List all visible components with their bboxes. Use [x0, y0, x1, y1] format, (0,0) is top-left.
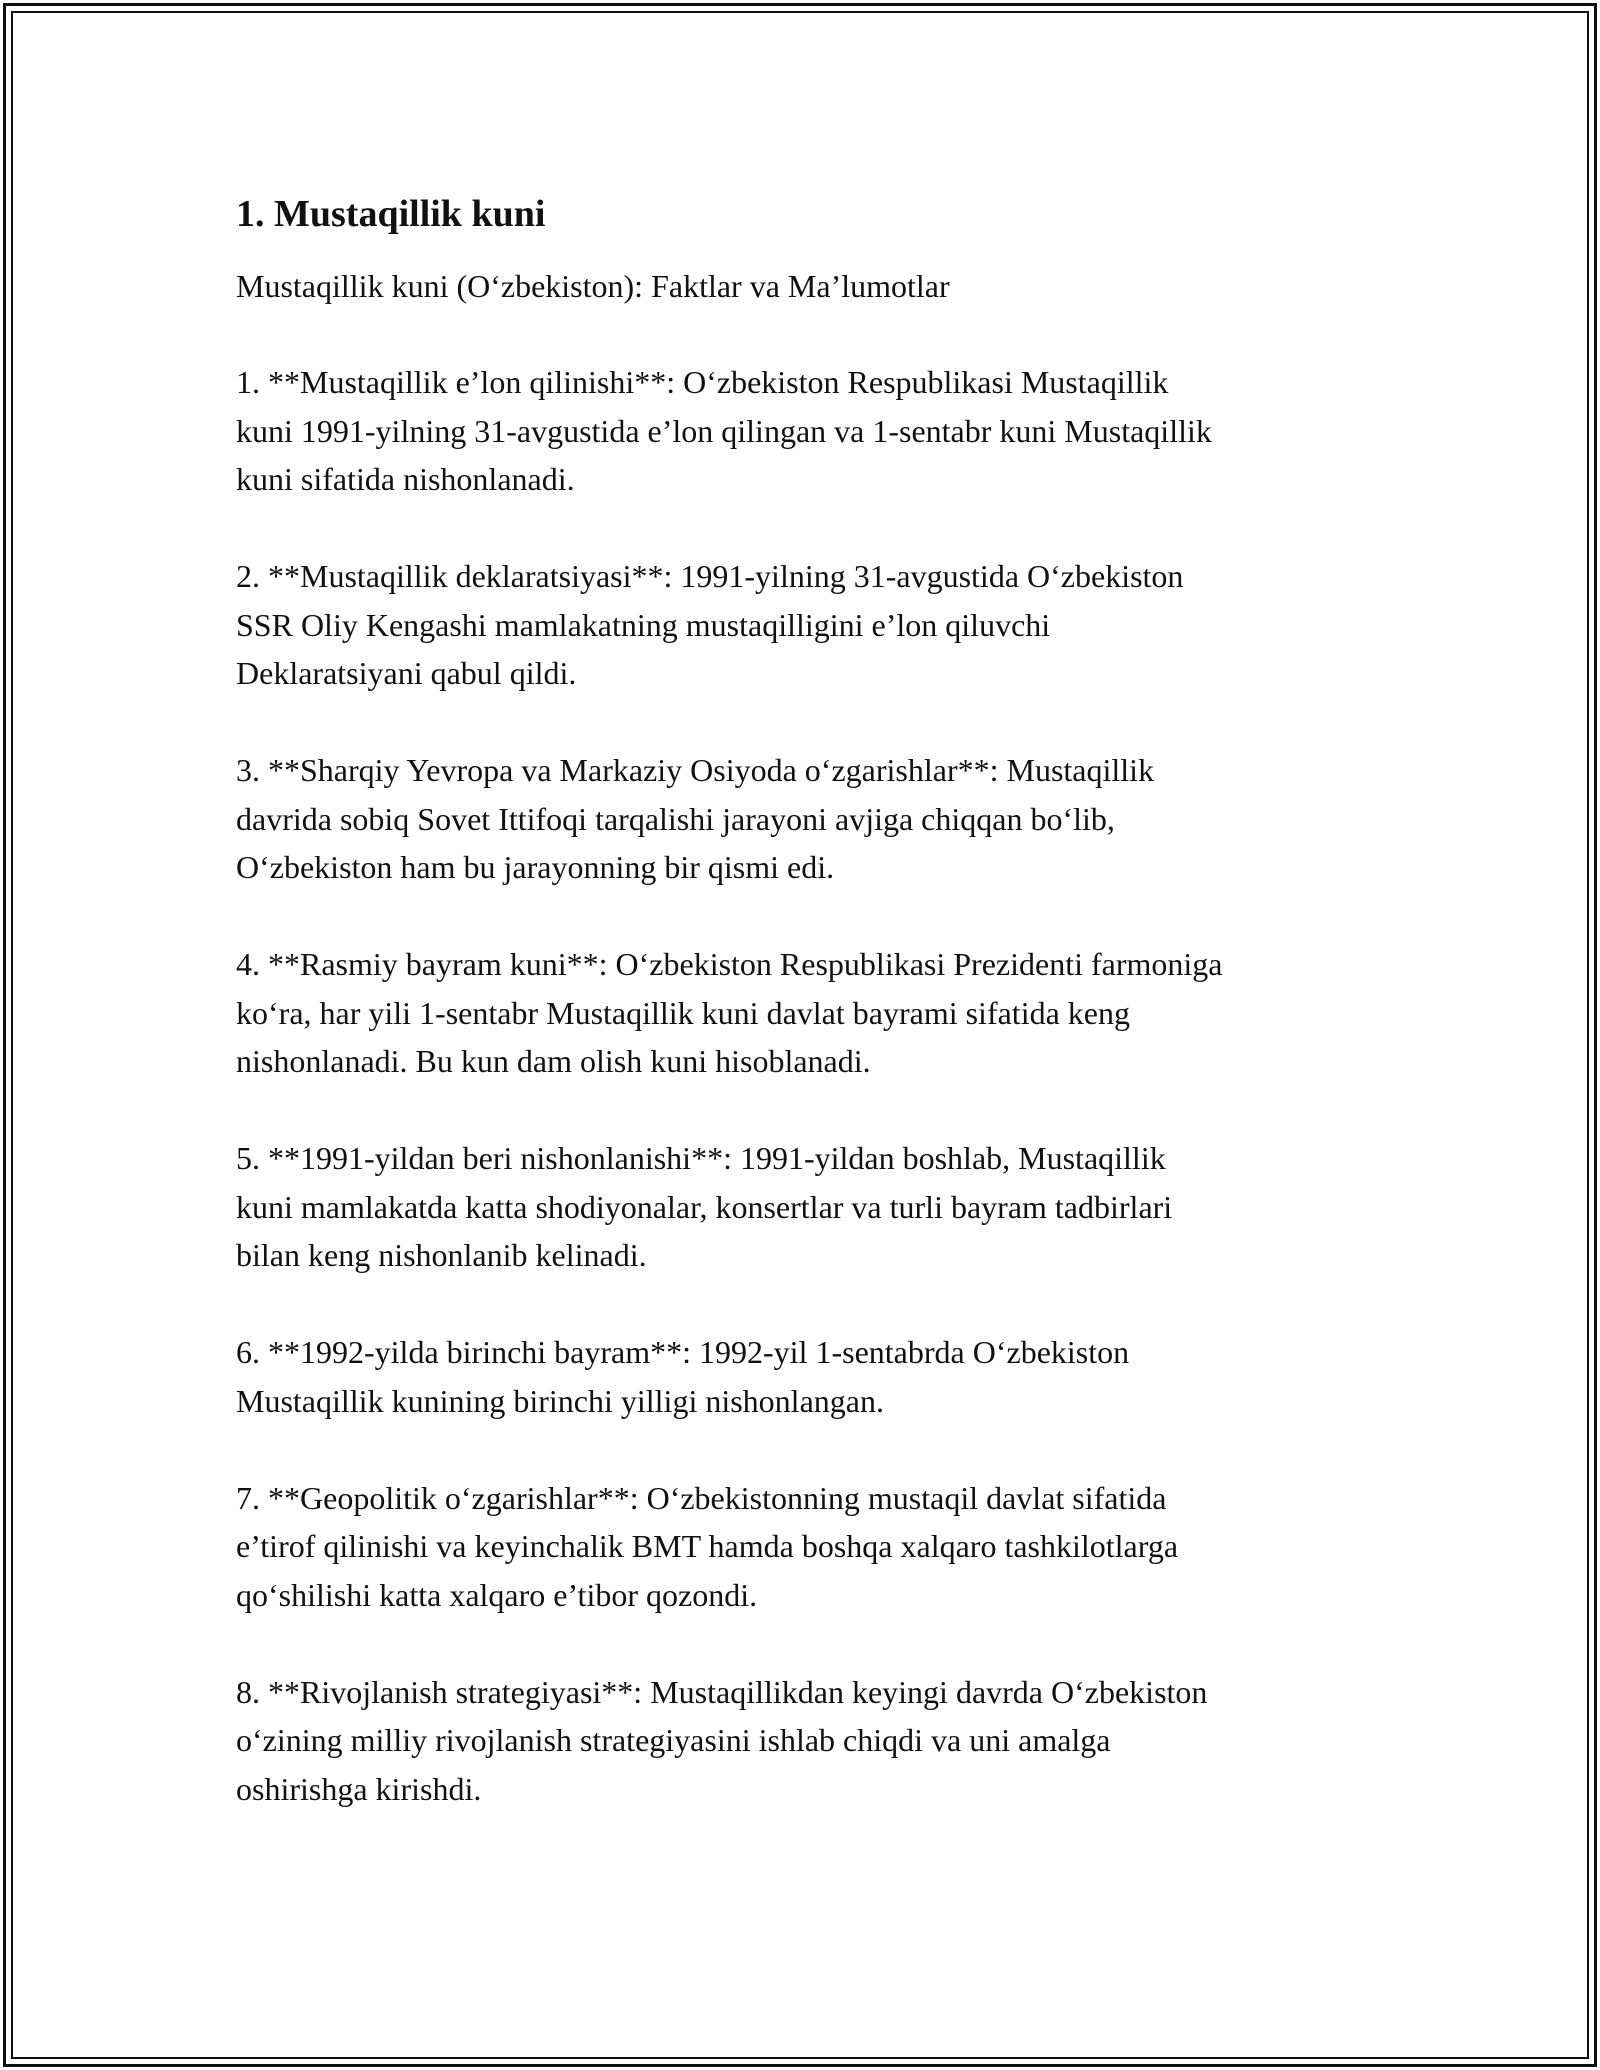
fact-item-4 [236, 940, 1386, 1086]
fact-item-3 [236, 746, 1386, 892]
fact-line: e’tirof qilinishi va keyinchalik BMT hamda boshqa xalqaro tashkilotlarga [236, 1528, 1179, 1564]
fact-item-2 [236, 552, 1386, 698]
fact-line: SSR Oliy Kengashi mamlakatning mustaqilligini e’lon qiluvchi [236, 606, 1051, 643]
fact-line: 6. **1992-yilda birinchi bayram**: 1992-yil 1-sentabrda O‘zbekiston [236, 1334, 1130, 1370]
document-body [236, 190, 1386, 1862]
fact-line: nishonlanadi. Bu kun dam olish kuni hisoblanadi. [236, 1043, 871, 1079]
fact-item-6 [236, 1328, 1386, 1425]
fact-line: kuni mamlakatda katta shodiyonalar, konsertlar va turli bayram tadbirlari [236, 1188, 1173, 1225]
page-title: 1. Mustaqillik kuni [236, 193, 546, 235]
fact-line: Mustaqillik kunining birinchi yilligi nishonlangan. [236, 1382, 884, 1419]
fact-line: o‘zining milliy rivojlanish strategiyasini ishlab chiqdi va uni amalga [236, 1722, 1111, 1758]
fact-line: 5. **1991-yildan beri nishonlanishi**: 1991-yildan boshlab, Mustaqillik [236, 1140, 1166, 1176]
fact-line: kuni 1991-yilning 31-avgustida e’lon qilingan va 1-sentabr kuni Mustaqillik [236, 412, 1212, 449]
fact-line: ko‘ra, har yili 1-sentabr Mustaqillik kuni davlat bayrami sifatida keng [236, 994, 1130, 1031]
document-subtitle: Mustaqillik kuni (O‘zbekiston): Faktlar va Ma’lumotlar [236, 268, 950, 304]
fact-line: qo‘shilishi katta xalqaro e’tibor qozondi. [236, 1576, 758, 1613]
fact-line: oshirishga kirishdi. [236, 1770, 482, 1807]
fact-item-1 [236, 358, 1386, 504]
fact-line: bilan keng nishonlanib kelinadi. [236, 1237, 647, 1273]
fact-item-8 [236, 1668, 1386, 1814]
fact-line: 1. **Mustaqillik e’lon qilinishi**: O‘zbekiston Respublikasi Mustaqillik [236, 364, 1169, 400]
fact-line: 2. **Mustaqillik deklaratsiyasi**: 1991-yilning 31-avgustida O‘zbekiston [236, 558, 1184, 594]
fact-line: 7. **Geopolitik o‘zgarishlar**: O‘zbekistonning mustaqil davlat sifatida [236, 1479, 1167, 1516]
fact-line: 3. **Sharqiy Yevropa va Markaziy Osiyoda o‘zgarishlar**: Mustaqillik [236, 752, 1155, 788]
fact-line: 8. **Rivojlanish strategiyasi**: Mustaqillikdan keyingi davrda O‘zbekiston [236, 1673, 1208, 1710]
fact-item-7 [236, 1474, 1386, 1620]
fact-line: davrida sobiq Sovet Ittifoqi tarqalishi jarayoni avjiga chiqqan bo‘lib, [236, 800, 1115, 837]
fact-item-5 [236, 1134, 1386, 1280]
fact-line: kuni sifatida nishonlanadi. [236, 461, 575, 497]
fact-line: O‘zbekiston ham bu jarayonning bir qismi edi. [236, 849, 835, 885]
fact-line: 4. **Rasmiy bayram kuni**: O‘zbekiston Respublikasi Prezidenti farmoniga [236, 946, 1223, 982]
fact-line: Deklaratsiyani qabul qildi. [236, 655, 577, 691]
